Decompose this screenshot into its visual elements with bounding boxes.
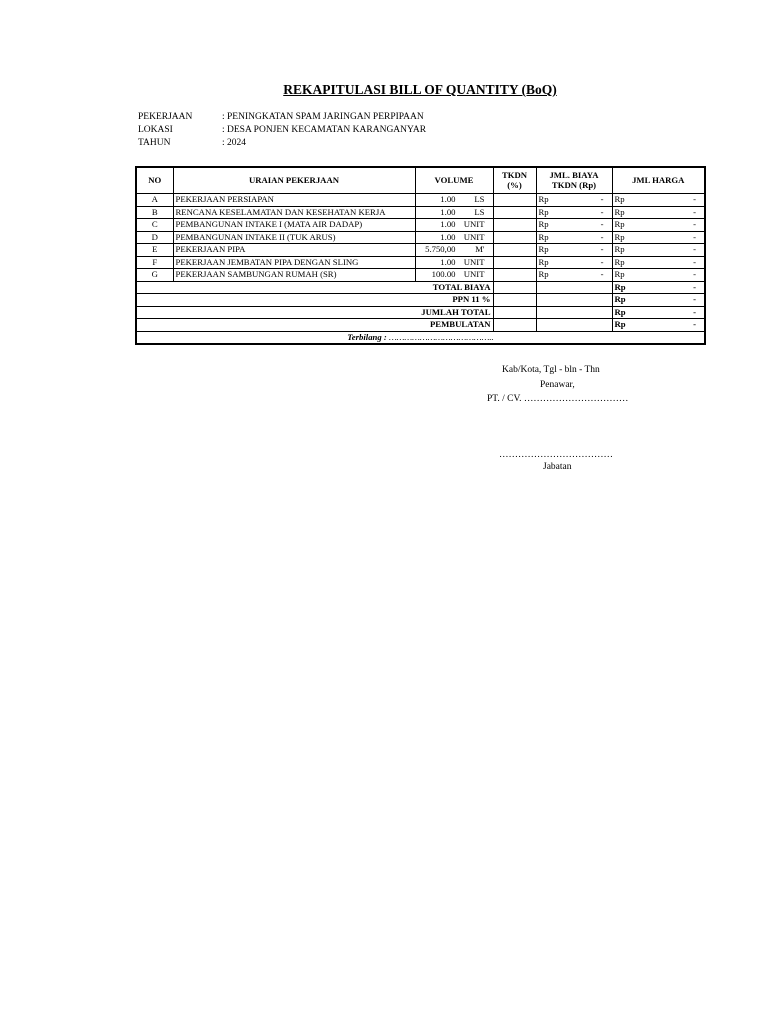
row-tkdn — [493, 194, 536, 207]
amount: - — [693, 281, 696, 292]
row-harga — [612, 206, 705, 219]
amount: - — [693, 194, 696, 204]
summary-tkdn — [493, 281, 536, 294]
project-info — [138, 111, 426, 150]
summary-label: PEMBULATAN — [136, 319, 493, 332]
row-no: C — [136, 219, 173, 232]
row-uraian: PEKERJAAN SAMBUNGAN RUMAH (SR) — [173, 269, 415, 282]
signature-place-date: Kab/Kota, Tgl - bln - Thn — [502, 365, 600, 375]
row-tkdn — [493, 269, 536, 282]
currency: Rp — [614, 306, 626, 317]
row-uraian: RENCANA KESELAMATAN DAN KESEHATAN KERJA — [173, 206, 415, 219]
table-row — [136, 244, 705, 257]
row-uraian: PEMBANGUNAN INTAKE I (MATA AIR DADAP) — [173, 219, 415, 232]
row-unit: LS — [474, 194, 485, 204]
amount: - — [693, 294, 696, 304]
terbilang-row — [136, 331, 705, 344]
currency: Rp — [614, 231, 625, 242]
table-row — [136, 219, 705, 232]
info-label: LOKASI — [138, 125, 173, 135]
currency: Rp — [538, 256, 549, 267]
summary-tkdn — [493, 294, 536, 307]
header-tkdn-line1: TKDN — [501, 170, 528, 180]
boq-table — [135, 166, 706, 345]
header-biaya-line2: TKDN (Rp) — [551, 179, 597, 190]
info-value: : 2024 — [222, 138, 247, 148]
row-biaya — [536, 194, 612, 207]
row-unit: UNIT — [463, 231, 485, 242]
terbilang — [136, 331, 705, 344]
header-uraian: URAIAN PEKERJAAN — [173, 167, 415, 194]
table-row — [136, 194, 705, 207]
currency: Rp — [538, 206, 549, 217]
summary-tkdn — [493, 306, 536, 319]
row-volume — [415, 194, 493, 207]
amount: - — [600, 219, 604, 229]
row-harga — [612, 219, 705, 232]
summary-harga — [612, 281, 705, 294]
amount: - — [693, 206, 696, 217]
amount: - — [600, 269, 604, 279]
summary-row-total-biaya — [136, 281, 705, 294]
row-biaya — [536, 256, 612, 269]
signature-role: Penawar, — [540, 380, 575, 390]
currency: Rp — [538, 269, 549, 279]
header-biaya-line1: JML. BIAYA — [549, 170, 599, 180]
row-qty: 1.00 — [440, 219, 456, 229]
currency: Rp — [614, 206, 625, 217]
row-qty: 1.00 — [440, 194, 456, 204]
amount: - — [693, 231, 696, 242]
signature-position: Jabatan — [543, 462, 572, 472]
row-no: F — [136, 256, 173, 269]
amount: - — [600, 256, 604, 267]
row-tkdn — [493, 206, 536, 219]
row-biaya — [536, 269, 612, 282]
header-biaya-tkdn — [536, 167, 612, 194]
row-biaya — [536, 244, 612, 257]
summary-label: JUMLAH TOTAL — [136, 306, 493, 319]
header-tkdn-line2: (%) — [507, 179, 522, 190]
signature-company: PT. / CV. …………………………… — [487, 394, 629, 404]
row-unit: M' — [475, 244, 485, 254]
table-row — [136, 206, 705, 219]
row-unit: UNIT — [463, 256, 485, 267]
table-row — [136, 231, 705, 244]
summary-tkdn — [493, 319, 536, 332]
amount: - — [693, 219, 696, 229]
summary-biaya — [536, 306, 612, 319]
row-volume — [415, 269, 493, 282]
row-tkdn — [493, 231, 536, 244]
row-biaya — [536, 219, 612, 232]
header-harga: JML HARGA — [612, 167, 705, 194]
currency: Rp — [538, 219, 549, 229]
row-harga — [612, 194, 705, 207]
summary-row-jumlah-total — [136, 306, 705, 319]
amount: - — [600, 244, 604, 254]
amount: - — [693, 256, 696, 267]
header-tkdn — [493, 167, 536, 194]
summary-row-ppn — [136, 294, 705, 307]
row-unit: LS — [474, 206, 485, 217]
amount: - — [693, 269, 696, 279]
row-uraian: PEKERJAAN PERSIAPAN — [173, 194, 415, 207]
row-uraian: PEMBANGUNAN INTAKE II (TUK ARUS) — [173, 231, 415, 244]
row-harga — [612, 231, 705, 244]
summary-biaya — [536, 294, 612, 307]
currency: Rp — [614, 281, 626, 292]
row-volume — [415, 219, 493, 232]
currency: Rp — [538, 194, 549, 204]
terbilang-value: ………………………………….. — [388, 331, 494, 342]
currency: Rp — [614, 194, 625, 204]
table-header-row — [136, 167, 705, 194]
row-harga — [612, 244, 705, 257]
amount: - — [693, 244, 696, 254]
row-tkdn — [493, 244, 536, 257]
amount: - — [693, 319, 696, 329]
amount: - — [600, 231, 604, 242]
row-qty: 100.00 — [431, 269, 456, 279]
currency: Rp — [614, 256, 625, 267]
info-lokasi — [138, 124, 426, 137]
row-harga — [612, 256, 705, 269]
row-tkdn — [493, 219, 536, 232]
row-tkdn — [493, 256, 536, 269]
currency: Rp — [614, 269, 625, 279]
summary-harga — [612, 306, 705, 319]
row-no: D — [136, 231, 173, 244]
summary-biaya — [536, 319, 612, 332]
summary-harga — [612, 294, 705, 307]
row-unit: UNIT — [463, 219, 485, 229]
row-qty: 5.750,00 — [425, 244, 456, 254]
currency: Rp — [538, 244, 549, 254]
summary-row-pembulatan — [136, 319, 705, 332]
row-qty: 1.00 — [440, 256, 456, 267]
table-row — [136, 269, 705, 282]
row-no: A — [136, 194, 173, 207]
info-tahun — [138, 137, 426, 150]
row-no: B — [136, 206, 173, 219]
currency: Rp — [614, 294, 626, 304]
header-no: NO — [136, 167, 173, 194]
row-volume — [415, 231, 493, 244]
document-title: REKAPITULASI BILL OF QUANTITY (BoQ) — [283, 82, 557, 97]
currency: Rp — [614, 244, 625, 254]
summary-label: PPN 11 % — [136, 294, 493, 307]
table-row — [136, 256, 705, 269]
amount: - — [600, 206, 604, 217]
currency: Rp — [614, 319, 626, 329]
row-qty: 1.00 — [440, 206, 456, 217]
info-pekerjaan — [138, 111, 426, 124]
summary-harga — [612, 319, 705, 332]
row-no: E — [136, 244, 173, 257]
row-volume — [415, 256, 493, 269]
info-label: TAHUN — [138, 138, 171, 148]
amount: - — [600, 194, 604, 204]
info-value: : DESA PONJEN KECAMATAN KARANGANYAR — [222, 125, 427, 135]
currency: Rp — [614, 219, 625, 229]
summary-label: TOTAL BIAYA — [136, 281, 493, 294]
row-volume — [415, 244, 493, 257]
row-no: G — [136, 269, 173, 282]
row-qty: 1.00 — [440, 231, 456, 242]
signature-line: ……………………………… — [499, 450, 613, 460]
summary-biaya — [536, 281, 612, 294]
currency: Rp — [538, 231, 549, 242]
row-volume — [415, 206, 493, 219]
row-uraian: PEKERJAAN PIPA — [173, 244, 415, 257]
terbilang-label: Terbilang : — [347, 331, 387, 342]
amount: - — [693, 306, 696, 317]
row-biaya — [536, 231, 612, 244]
row-unit: UNIT — [463, 269, 485, 279]
info-label: PEKERJAAN — [138, 112, 193, 122]
row-harga — [612, 269, 705, 282]
row-uraian: PEKERJAAN JEMBATAN PIPA DENGAN SLING — [173, 256, 415, 269]
info-value: : PENINGKATAN SPAM JARINGAN PERPIPAAN — [222, 112, 424, 122]
row-biaya — [536, 206, 612, 219]
header-volume: VOLUME — [415, 167, 493, 194]
